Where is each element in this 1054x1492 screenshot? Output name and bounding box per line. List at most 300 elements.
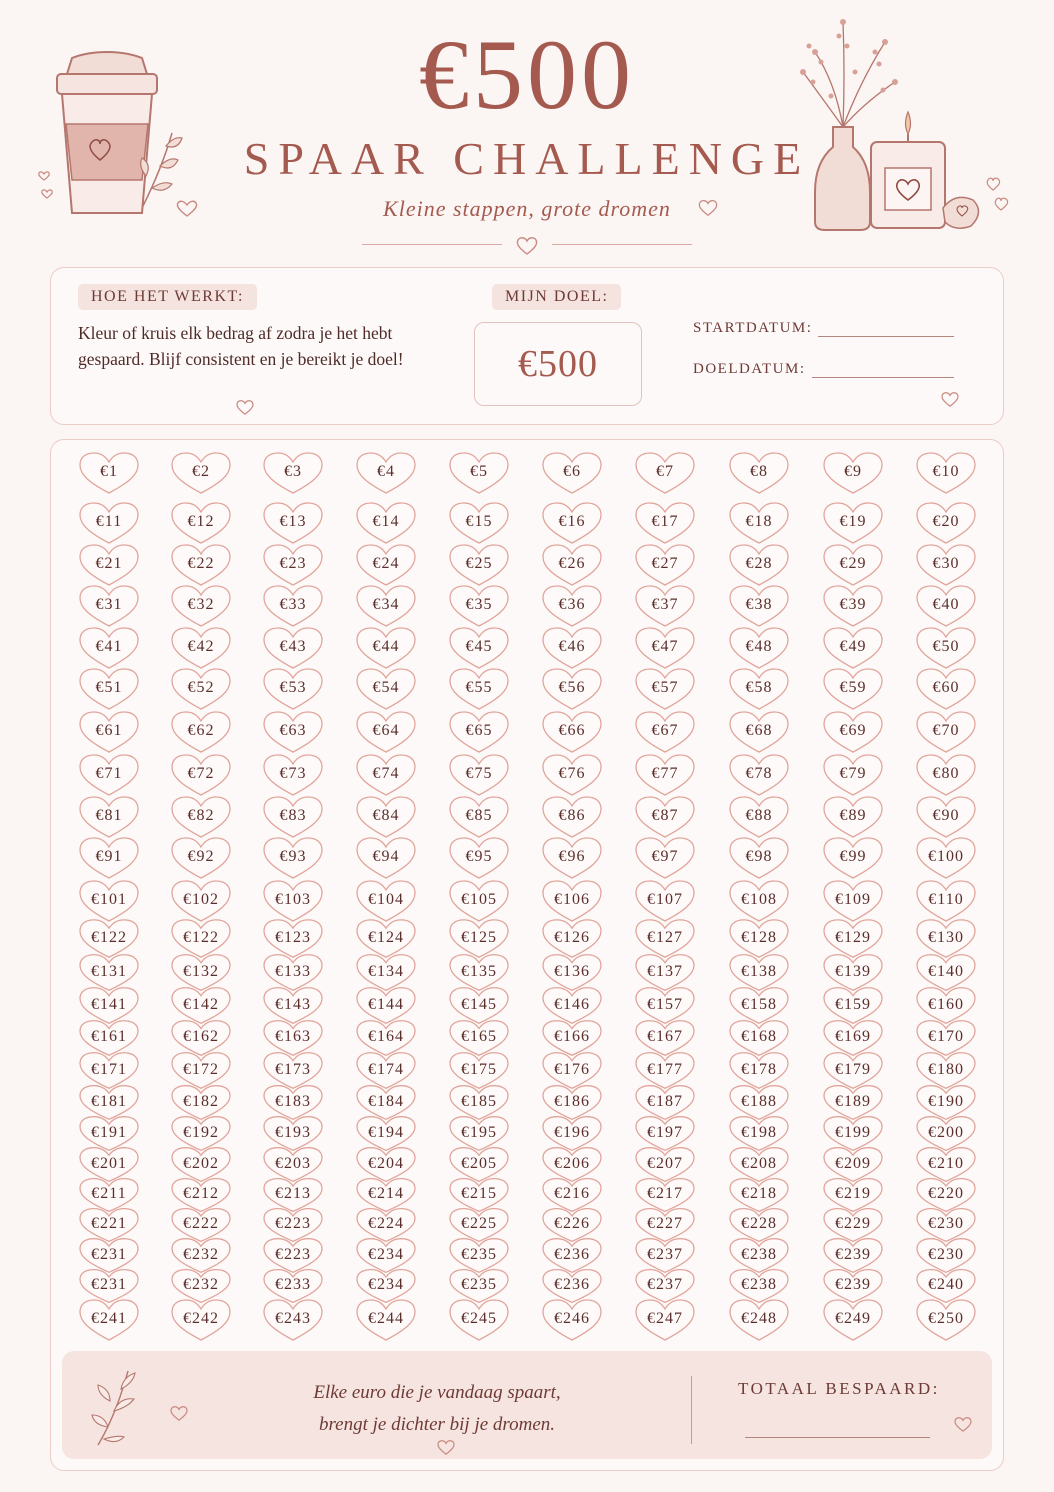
savings-heart-cell[interactable] bbox=[728, 667, 790, 711]
savings-heart-cell[interactable] bbox=[634, 543, 696, 587]
savings-heart-cell[interactable] bbox=[822, 836, 884, 880]
savings-heart-cell[interactable] bbox=[355, 584, 417, 628]
savings-amount: €103 bbox=[275, 891, 311, 908]
savings-amount: €98 bbox=[745, 848, 773, 865]
savings-amount: €38 bbox=[745, 596, 773, 613]
savings-heart-cell[interactable] bbox=[634, 753, 696, 797]
savings-heart-cell[interactable] bbox=[541, 584, 603, 628]
savings-amount: €162 bbox=[183, 1028, 219, 1045]
savings-amount: €221 bbox=[91, 1215, 127, 1232]
savings-heart-cell[interactable] bbox=[634, 667, 696, 711]
savings-amount: €239 bbox=[835, 1276, 871, 1293]
savings-amount: €20 bbox=[932, 513, 960, 530]
goal-value-box bbox=[474, 322, 642, 406]
savings-heart-cell[interactable] bbox=[634, 836, 696, 880]
savings-heart-cell[interactable] bbox=[728, 451, 790, 495]
savings-heart-cell[interactable] bbox=[728, 836, 790, 880]
savings-heart-cell[interactable] bbox=[78, 879, 140, 923]
savings-amount: €53 bbox=[279, 679, 307, 696]
savings-amount: €51 bbox=[95, 679, 123, 696]
savings-heart-cell[interactable] bbox=[634, 626, 696, 670]
savings-amount: €86 bbox=[558, 807, 586, 824]
savings-amount: €171 bbox=[91, 1060, 127, 1078]
savings-heart-cell[interactable] bbox=[355, 543, 417, 587]
savings-heart-cell[interactable] bbox=[728, 753, 790, 797]
savings-amount: €182 bbox=[183, 1092, 219, 1110]
savings-heart-cell[interactable] bbox=[541, 836, 603, 880]
savings-amount: €248 bbox=[741, 1310, 777, 1327]
savings-amount: €71 bbox=[95, 765, 123, 782]
savings-amount: €206 bbox=[554, 1154, 590, 1172]
savings-amount: €69 bbox=[839, 722, 867, 739]
savings-amount: €92 bbox=[187, 848, 215, 865]
savings-heart-cell[interactable] bbox=[170, 667, 232, 711]
savings-amount: €48 bbox=[745, 638, 773, 655]
savings-amount: €31 bbox=[95, 596, 123, 613]
savings-heart-cell[interactable] bbox=[915, 501, 977, 545]
savings-heart-cell[interactable] bbox=[170, 451, 232, 495]
savings-amount: €175 bbox=[461, 1060, 497, 1078]
savings-amount: €216 bbox=[554, 1185, 590, 1202]
savings-amount: €56 bbox=[558, 679, 586, 696]
savings-amount: €109 bbox=[835, 891, 871, 908]
savings-amount: €108 bbox=[741, 891, 777, 908]
savings-amount: €127 bbox=[647, 928, 683, 946]
savings-amount: €205 bbox=[461, 1154, 497, 1172]
savings-amount: €132 bbox=[183, 962, 219, 980]
savings-heart-cell[interactable] bbox=[78, 584, 140, 628]
goal-date-field[interactable] bbox=[812, 377, 954, 378]
savings-amount: €101 bbox=[91, 891, 127, 908]
savings-amount: €168 bbox=[741, 1028, 777, 1045]
savings-amount: €122 bbox=[91, 928, 127, 946]
savings-amount: €75 bbox=[465, 765, 493, 782]
savings-heart-cell[interactable] bbox=[915, 836, 977, 880]
savings-amount: €197 bbox=[647, 1123, 683, 1141]
savings-amount: €249 bbox=[835, 1310, 871, 1327]
savings-heart-cell[interactable] bbox=[915, 710, 977, 754]
savings-heart-cell[interactable] bbox=[728, 879, 790, 923]
savings-amount: €220 bbox=[928, 1185, 964, 1202]
savings-amount: €46 bbox=[558, 638, 586, 655]
savings-heart-cell[interactable] bbox=[915, 753, 977, 797]
quote-line-1: Elke euro die je vandaag spaart, bbox=[313, 1382, 561, 1403]
savings-amount: €65 bbox=[465, 722, 493, 739]
tagline: Kleine stappen, grote dromen bbox=[383, 196, 671, 221]
savings-amount: €106 bbox=[554, 891, 590, 908]
savings-amount: €235 bbox=[461, 1245, 497, 1263]
savings-amount: €50 bbox=[932, 638, 960, 655]
heart-icon bbox=[515, 236, 539, 256]
savings-amount: €135 bbox=[461, 962, 497, 980]
savings-heart-cell[interactable] bbox=[728, 584, 790, 628]
savings-amount: €10 bbox=[932, 463, 960, 480]
savings-amount: €159 bbox=[835, 995, 871, 1013]
savings-heart-cell[interactable] bbox=[262, 501, 324, 545]
savings-heart-cell[interactable] bbox=[915, 543, 977, 587]
savings-heart-cell[interactable] bbox=[822, 753, 884, 797]
savings-heart-cell[interactable] bbox=[728, 501, 790, 545]
savings-heart-cell[interactable] bbox=[915, 795, 977, 839]
savings-amount: €68 bbox=[745, 722, 773, 739]
savings-amount: €47 bbox=[651, 638, 679, 655]
start-date-label: STARTDATUM: bbox=[693, 320, 813, 336]
info-panel bbox=[50, 267, 1004, 425]
savings-heart-cell[interactable] bbox=[78, 543, 140, 587]
savings-amount: €180 bbox=[928, 1060, 964, 1078]
quote-line-2: brengt je dichter bij je dromen. bbox=[318, 1414, 556, 1435]
savings-heart-cell[interactable] bbox=[822, 451, 884, 495]
savings-amount: €12 bbox=[187, 513, 215, 530]
savings-amount: €232 bbox=[183, 1276, 219, 1293]
savings-heart-cell[interactable] bbox=[822, 501, 884, 545]
savings-heart-cell[interactable] bbox=[355, 795, 417, 839]
vase-candle-decoration bbox=[795, 12, 1015, 237]
savings-heart-cell[interactable] bbox=[262, 584, 324, 628]
total-saved-field[interactable] bbox=[745, 1437, 930, 1438]
savings-amount: €87 bbox=[651, 807, 679, 824]
savings-amount: €3 bbox=[284, 463, 302, 480]
savings-heart-cell[interactable] bbox=[822, 626, 884, 670]
savings-amount: €27 bbox=[651, 555, 679, 572]
savings-heart-cell[interactable] bbox=[822, 795, 884, 839]
savings-amount: €26 bbox=[558, 555, 586, 572]
footer-divider bbox=[691, 1376, 692, 1444]
savings-amount: €2 bbox=[192, 463, 210, 480]
savings-amount: €213 bbox=[275, 1185, 311, 1202]
savings-amount: €76 bbox=[558, 765, 586, 782]
savings-amount: €61 bbox=[95, 722, 123, 739]
savings-heart-cell[interactable] bbox=[448, 795, 510, 839]
savings-heart-cell[interactable] bbox=[78, 501, 140, 545]
savings-heart-cell[interactable] bbox=[355, 501, 417, 545]
savings-amount: €224 bbox=[368, 1215, 404, 1232]
savings-amount: €187 bbox=[647, 1092, 683, 1110]
savings-heart-cell[interactable] bbox=[355, 879, 417, 923]
savings-amount: €237 bbox=[647, 1245, 683, 1263]
savings-heart-cell[interactable] bbox=[541, 753, 603, 797]
savings-amount: €34 bbox=[372, 596, 400, 613]
savings-heart-cell[interactable] bbox=[355, 753, 417, 797]
page-subtitle: SPAAR CHALLENGE bbox=[243, 133, 811, 184]
savings-amount: €199 bbox=[835, 1123, 871, 1141]
savings-amount: €59 bbox=[839, 679, 867, 696]
savings-heart-cell[interactable] bbox=[915, 879, 977, 923]
savings-heart-cell[interactable] bbox=[78, 451, 140, 495]
savings-heart-cell[interactable] bbox=[541, 451, 603, 495]
savings-amount: €54 bbox=[372, 679, 400, 696]
savings-amount: €107 bbox=[647, 891, 683, 908]
savings-amount: €228 bbox=[741, 1215, 777, 1232]
savings-amount: €1 bbox=[100, 463, 118, 480]
savings-amount: €126 bbox=[554, 928, 590, 946]
savings-heart-cell[interactable] bbox=[355, 1298, 417, 1342]
savings-heart-cell[interactable] bbox=[822, 710, 884, 754]
savings-amount: €122 bbox=[183, 928, 219, 946]
savings-heart-cell[interactable] bbox=[170, 795, 232, 839]
savings-heart-cell[interactable] bbox=[448, 836, 510, 880]
goal-date-label: DOELDATUM: bbox=[693, 361, 806, 377]
savings-heart-cell[interactable] bbox=[541, 667, 603, 711]
savings-amount: €72 bbox=[187, 765, 215, 782]
savings-amount: €198 bbox=[741, 1123, 777, 1141]
savings-heart-cell[interactable] bbox=[262, 879, 324, 923]
savings-amount: €25 bbox=[465, 555, 493, 572]
savings-heart-cell[interactable] bbox=[170, 543, 232, 587]
savings-heart-cell[interactable] bbox=[728, 626, 790, 670]
savings-amount: €241 bbox=[91, 1310, 127, 1327]
savings-heart-cell[interactable] bbox=[728, 1298, 790, 1342]
savings-amount: €33 bbox=[279, 596, 307, 613]
savings-heart-cell[interactable] bbox=[262, 626, 324, 670]
savings-heart-cell[interactable] bbox=[541, 626, 603, 670]
savings-amount: €143 bbox=[275, 995, 311, 1013]
savings-heart-cell[interactable] bbox=[822, 543, 884, 587]
savings-heart-cell[interactable] bbox=[262, 753, 324, 797]
savings-heart-cell[interactable] bbox=[262, 710, 324, 754]
savings-amount: €74 bbox=[372, 765, 400, 782]
savings-heart-cell[interactable] bbox=[915, 584, 977, 628]
savings-heart-cell[interactable] bbox=[448, 710, 510, 754]
savings-heart-cell[interactable] bbox=[355, 836, 417, 880]
savings-amount: €37 bbox=[651, 596, 679, 613]
savings-amount: €21 bbox=[95, 555, 123, 572]
savings-heart-cell[interactable] bbox=[541, 501, 603, 545]
savings-heart-cell[interactable] bbox=[448, 543, 510, 587]
savings-amount: €85 bbox=[465, 807, 493, 824]
savings-amount: €88 bbox=[745, 807, 773, 824]
savings-amount: €193 bbox=[275, 1123, 311, 1141]
savings-heart-cell[interactable] bbox=[170, 753, 232, 797]
savings-heart-cell[interactable] bbox=[541, 879, 603, 923]
savings-heart-cell[interactable] bbox=[634, 710, 696, 754]
savings-heart-cell[interactable] bbox=[915, 667, 977, 711]
savings-heart-cell[interactable] bbox=[448, 451, 510, 495]
savings-amount: €129 bbox=[835, 928, 871, 946]
savings-heart-cell[interactable] bbox=[634, 1298, 696, 1342]
savings-heart-cell[interactable] bbox=[728, 543, 790, 587]
savings-heart-cell[interactable] bbox=[78, 667, 140, 711]
savings-amount: €247 bbox=[647, 1310, 683, 1327]
savings-amount: €169 bbox=[835, 1028, 871, 1045]
savings-heart-cell[interactable] bbox=[262, 543, 324, 587]
savings-amount: €158 bbox=[741, 995, 777, 1013]
savings-amount: €226 bbox=[554, 1215, 590, 1232]
savings-amount: €105 bbox=[461, 891, 497, 908]
start-date-field[interactable] bbox=[818, 336, 954, 337]
savings-amount: €81 bbox=[95, 807, 123, 824]
savings-heart-cell[interactable] bbox=[634, 879, 696, 923]
savings-amount: €242 bbox=[183, 1310, 219, 1327]
savings-amount: €123 bbox=[275, 928, 311, 946]
savings-heart-cell[interactable] bbox=[448, 667, 510, 711]
savings-amount: €124 bbox=[368, 928, 404, 946]
savings-heart-cell[interactable] bbox=[78, 753, 140, 797]
savings-heart-cell[interactable] bbox=[915, 1298, 977, 1342]
savings-amount: €137 bbox=[647, 962, 683, 980]
savings-heart-cell[interactable] bbox=[170, 879, 232, 923]
savings-amount: €52 bbox=[187, 679, 215, 696]
savings-amount: €97 bbox=[651, 848, 679, 865]
savings-amount: €177 bbox=[647, 1060, 683, 1078]
savings-heart-cell[interactable] bbox=[728, 795, 790, 839]
savings-amount: €28 bbox=[745, 555, 773, 572]
savings-heart-cell[interactable] bbox=[634, 795, 696, 839]
savings-amount: €229 bbox=[835, 1215, 871, 1232]
savings-amount: €18 bbox=[745, 513, 773, 530]
savings-amount: €82 bbox=[187, 807, 215, 824]
savings-amount: €144 bbox=[368, 995, 404, 1013]
savings-heart-cell[interactable] bbox=[262, 667, 324, 711]
savings-heart-cell[interactable] bbox=[728, 710, 790, 754]
savings-heart-cell[interactable] bbox=[822, 879, 884, 923]
savings-amount: €172 bbox=[183, 1060, 219, 1078]
savings-heart-cell[interactable] bbox=[78, 710, 140, 754]
savings-amount: €201 bbox=[91, 1154, 127, 1172]
coffee-cup-icon bbox=[32, 48, 207, 228]
savings-amount: €44 bbox=[372, 638, 400, 655]
savings-amount: €222 bbox=[183, 1215, 219, 1232]
savings-amount: €164 bbox=[368, 1028, 404, 1045]
savings-amount: €22 bbox=[187, 555, 215, 572]
savings-heart-cell[interactable] bbox=[355, 451, 417, 495]
savings-amount: €227 bbox=[647, 1215, 683, 1232]
savings-amount: €196 bbox=[554, 1123, 590, 1141]
savings-amount: €125 bbox=[461, 928, 497, 946]
savings-heart-cell[interactable] bbox=[262, 451, 324, 495]
savings-amount: €170 bbox=[928, 1028, 964, 1045]
savings-heart-cell[interactable] bbox=[170, 710, 232, 754]
savings-amount: €165 bbox=[461, 1028, 497, 1045]
savings-amount: €7 bbox=[656, 463, 674, 480]
header-divider-left bbox=[362, 244, 502, 245]
savings-amount: €230 bbox=[928, 1245, 964, 1263]
goal-value: €500 bbox=[518, 343, 598, 385]
savings-amount: €166 bbox=[554, 1028, 590, 1045]
savings-amount: €66 bbox=[558, 722, 586, 739]
savings-heart-cell[interactable] bbox=[822, 1298, 884, 1342]
savings-heart-cell[interactable] bbox=[448, 753, 510, 797]
savings-heart-cell[interactable] bbox=[355, 626, 417, 670]
savings-amount: €24 bbox=[372, 555, 400, 572]
savings-amount: €29 bbox=[839, 555, 867, 572]
savings-heart-cell[interactable] bbox=[170, 501, 232, 545]
heart-icon bbox=[697, 199, 719, 217]
savings-heart-cell[interactable] bbox=[634, 584, 696, 628]
savings-heart-cell[interactable] bbox=[262, 836, 324, 880]
savings-amount: €110 bbox=[928, 891, 964, 908]
total-saved-label: TOTAAL BESPAARD: bbox=[738, 1379, 940, 1398]
savings-amount: €95 bbox=[465, 848, 493, 865]
savings-amount: €190 bbox=[928, 1092, 964, 1110]
page-title-amount: €500 bbox=[419, 19, 635, 130]
savings-heart-cell[interactable] bbox=[262, 795, 324, 839]
savings-amount: €217 bbox=[647, 1185, 683, 1202]
savings-amount: €39 bbox=[839, 596, 867, 613]
savings-amount: €42 bbox=[187, 638, 215, 655]
savings-amount: €23 bbox=[279, 555, 307, 572]
savings-amount: €64 bbox=[372, 722, 400, 739]
savings-amount: €183 bbox=[275, 1092, 311, 1110]
header-divider-right bbox=[552, 244, 692, 245]
savings-heart-cell[interactable] bbox=[170, 1298, 232, 1342]
savings-heart-cell[interactable] bbox=[78, 1298, 140, 1342]
savings-amount: €90 bbox=[932, 807, 960, 824]
savings-heart-cell[interactable] bbox=[170, 584, 232, 628]
savings-heart-cell[interactable] bbox=[915, 451, 977, 495]
savings-amount: €232 bbox=[183, 1245, 219, 1263]
savings-amount: €235 bbox=[461, 1276, 497, 1293]
savings-heart-cell[interactable] bbox=[822, 667, 884, 711]
savings-amount: €136 bbox=[554, 962, 590, 980]
savings-heart-cell[interactable] bbox=[170, 836, 232, 880]
savings-amount: €202 bbox=[183, 1154, 219, 1172]
savings-amount: €184 bbox=[368, 1092, 404, 1110]
leaf-sprig-icon bbox=[88, 1365, 148, 1449]
savings-amount: €236 bbox=[554, 1276, 590, 1293]
savings-amount: €250 bbox=[928, 1310, 964, 1327]
savings-amount: €17 bbox=[651, 513, 679, 530]
savings-amount: €60 bbox=[932, 679, 960, 696]
savings-amount: €219 bbox=[835, 1185, 871, 1202]
savings-amount: €178 bbox=[741, 1060, 777, 1078]
savings-heart-cell[interactable] bbox=[78, 836, 140, 880]
savings-amount: €57 bbox=[651, 679, 679, 696]
savings-heart-cell[interactable] bbox=[448, 1298, 510, 1342]
savings-heart-cell[interactable] bbox=[170, 626, 232, 670]
savings-heart-cell[interactable] bbox=[541, 1298, 603, 1342]
savings-heart-cell[interactable] bbox=[448, 879, 510, 923]
savings-heart-cell[interactable] bbox=[355, 667, 417, 711]
savings-heart-cell[interactable] bbox=[541, 710, 603, 754]
savings-heart-cell[interactable] bbox=[355, 710, 417, 754]
savings-amount: €236 bbox=[554, 1245, 590, 1263]
savings-heart-cell[interactable] bbox=[78, 795, 140, 839]
savings-amount: €8 bbox=[750, 463, 768, 480]
savings-heart-cell[interactable] bbox=[822, 584, 884, 628]
savings-heart-cell[interactable] bbox=[541, 795, 603, 839]
savings-amount: €102 bbox=[183, 891, 219, 908]
savings-amount: €245 bbox=[461, 1310, 497, 1327]
savings-heart-cell[interactable] bbox=[448, 626, 510, 670]
savings-amount: €203 bbox=[275, 1154, 311, 1172]
savings-amount: €45 bbox=[465, 638, 493, 655]
savings-amount: €176 bbox=[554, 1060, 590, 1078]
savings-heart-cell[interactable] bbox=[634, 501, 696, 545]
savings-amount: €192 bbox=[183, 1123, 219, 1141]
savings-heart-cell[interactable] bbox=[634, 451, 696, 495]
savings-amount: €4 bbox=[377, 463, 395, 480]
savings-amount: €163 bbox=[275, 1028, 311, 1045]
savings-amount: €211 bbox=[91, 1185, 127, 1202]
savings-amount: €223 bbox=[275, 1245, 311, 1263]
savings-amount: €30 bbox=[932, 555, 960, 572]
savings-heart-cell[interactable] bbox=[448, 584, 510, 628]
savings-heart-cell[interactable] bbox=[448, 501, 510, 545]
savings-amount: €200 bbox=[928, 1123, 964, 1141]
savings-heart-cell[interactable] bbox=[541, 543, 603, 587]
savings-amount: €234 bbox=[368, 1245, 404, 1263]
savings-amount: €91 bbox=[95, 848, 123, 865]
savings-heart-cell[interactable] bbox=[262, 1298, 324, 1342]
savings-heart-cell[interactable] bbox=[915, 626, 977, 670]
savings-amount: €181 bbox=[91, 1092, 127, 1110]
savings-amount: €234 bbox=[368, 1276, 404, 1293]
savings-heart-cell[interactable] bbox=[78, 626, 140, 670]
savings-amount: €93 bbox=[279, 848, 307, 865]
heart-icon bbox=[436, 1439, 456, 1456]
savings-amount: €188 bbox=[741, 1092, 777, 1110]
